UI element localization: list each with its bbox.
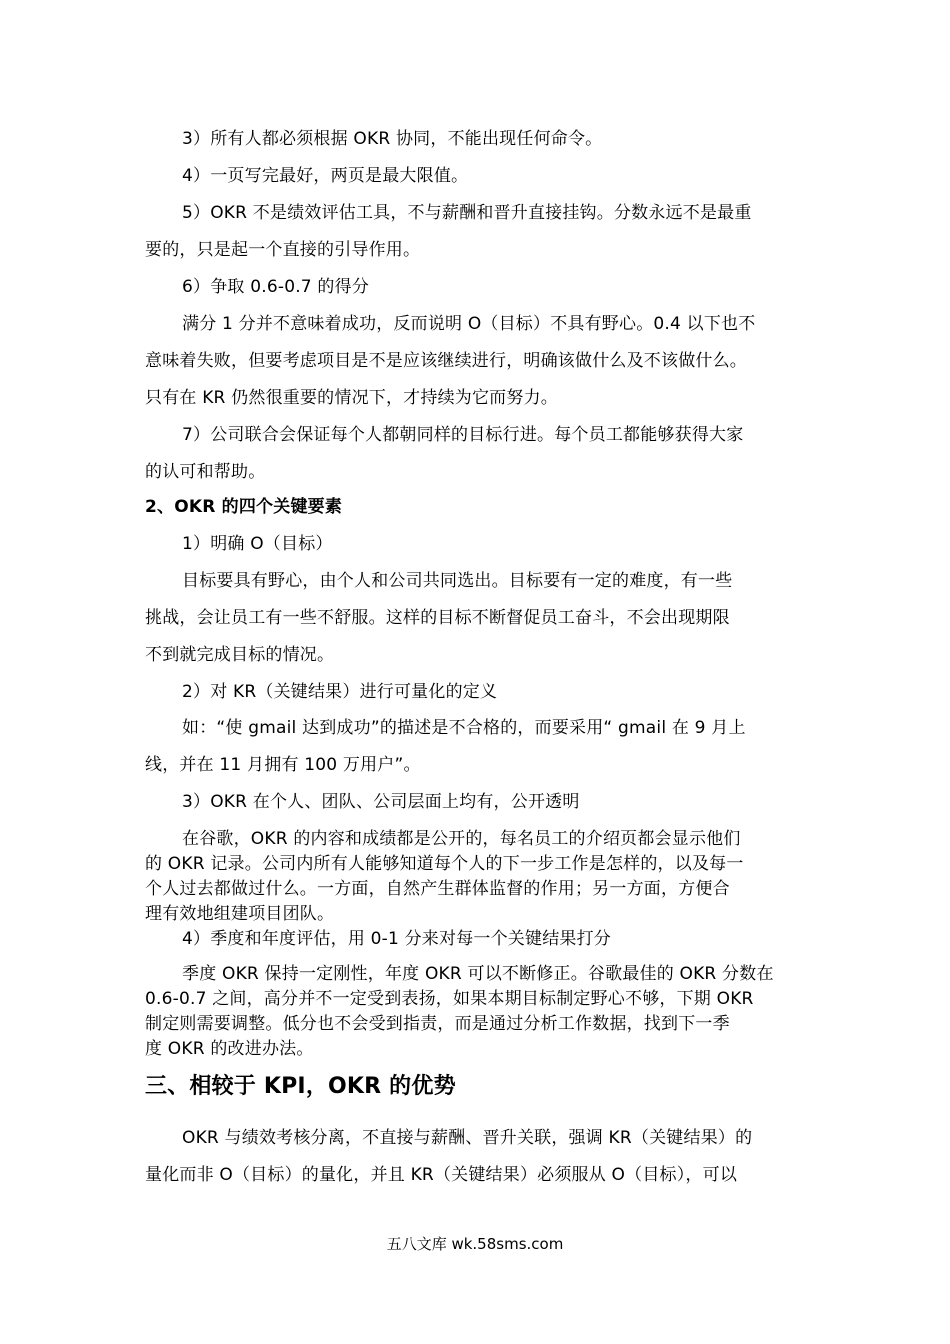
section-heading: 2、OKR 的四个关键要素 <box>145 497 343 517</box>
paragraph-line: 季度 OKR 保持一定刚性，年度 OKR 可以不断修正。谷歌最佳的 OKR 分数在 <box>182 964 774 984</box>
paragraph-line: 意味着失败，但要考虑项目是不是应该继续进行，明确该做什么及不该做什么。 <box>145 351 747 371</box>
paragraph-line: 制定则需要调整。低分也不会受到指责，而是通过分析工作数据，找到下一季 <box>145 1014 730 1034</box>
paragraph-line: 如：“使 gmail 达到成功”的描述是不合格的，而要采用“ gmail 在 9 月上 <box>182 718 746 738</box>
paragraph-line: 挑战，会让员工有一些不舒服。这样的目标不断督促员工奋斗，不会出现期限 <box>145 608 730 628</box>
paragraph-line: 在谷歌，OKR 的内容和成绩都是公开的，每名员工的介绍页都会显示他们 <box>182 829 741 849</box>
chapter-heading: 三、相较于 KPI，OKR 的优势 <box>145 1074 456 1099</box>
list-item-3: 3）所有人都必须根据 OKR 协同，不能出现任何命令。 <box>182 129 603 149</box>
paragraph-line: 不到就完成目标的情况。 <box>145 645 335 665</box>
list-item-4: 4）一页写完最好，两页是最大限值。 <box>182 166 469 186</box>
paragraph-line: OKR 与绩效考核分离，不直接与薪酬、晋升关联，强调 KR（关键结果）的 <box>182 1128 753 1148</box>
list-item-1: 1）明确 O（目标） <box>182 534 333 554</box>
list-item-4b: 4）季度和年度评估，用 0-1 分来对每一个关键结果打分 <box>182 929 611 949</box>
paragraph-line: 的 OKR 记录。公司内所有人能够知道每个人的下一步工作是怎样的，以及每一 <box>145 854 744 874</box>
paragraph-line: 线，并在 11 月拥有 100 万用户”。 <box>145 755 421 775</box>
list-item-6: 6）争取 0.6-0.7 的得分 <box>182 277 370 297</box>
page-footer: 五八文库 wk.58sms.com <box>386 1235 564 1253</box>
paragraph-line: 0.6-0.7 之间，高分并不一定受到表扬，如果本期目标制定野心不够，下期 OKR <box>145 989 754 1009</box>
paragraph-line: 个人过去都做过什么。一方面，自然产生群体监督的作用；另一方面，方便合 <box>145 879 730 899</box>
list-item-7: 7）公司联合会保证每个人都朝同样的目标行进。每个员工都能够获得大家 <box>182 425 744 445</box>
paragraph-line: 目标要具有野心，由个人和公司共同选出。目标要有一定的难度，有一些 <box>182 571 733 591</box>
paragraph-line: 度 OKR 的改进办法。 <box>145 1039 314 1059</box>
paragraph-line: 只有在 KR 仍然很重要的情况下，才持续为它而努力。 <box>145 388 558 408</box>
list-item-3b: 3）OKR 在个人、团队、公司层面上均有，公开透明 <box>182 792 580 812</box>
paragraph-line: 理有效地组建项目团队。 <box>145 904 335 924</box>
list-item-5: 5）OKR 不是绩效评估工具，不与薪酬和晋升直接挂钩。分数永远不是最重 <box>182 203 752 223</box>
paragraph-line: 量化而非 O（目标）的量化，并且 KR（关键结果）必须服从 O（目标），可以 <box>145 1165 738 1185</box>
list-item-2: 2）对 KR（关键结果）进行可量化的定义 <box>182 682 498 702</box>
paragraph-line: 满分 1 分并不意味着成功，反而说明 O（目标）不具有野心。0.4 以下也不 <box>182 314 756 334</box>
paragraph-line: 要的，只是起一个直接的引导作用。 <box>145 240 421 260</box>
paragraph-line: 的认可和帮助。 <box>145 462 266 482</box>
